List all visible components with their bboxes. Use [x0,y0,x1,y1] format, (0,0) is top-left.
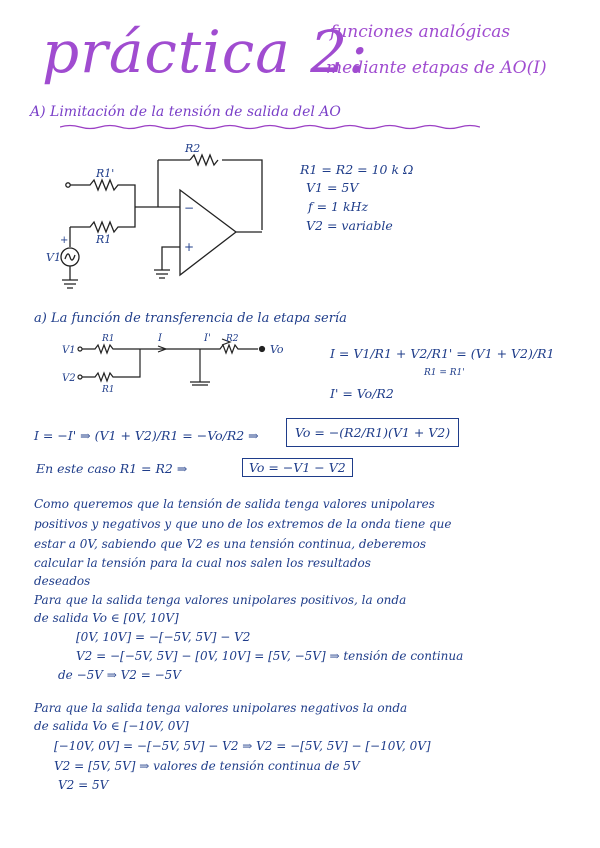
eq-current-i-prime: I' = Vo/R2 [330,386,394,401]
explanation-line-3: estar a 0V, sabiendo que V2 es una tensión continua, deberemos [34,537,427,551]
negative-case-line-5: V2 = 5V [58,778,109,792]
small-v1: V1 [62,345,76,356]
small-r1-bottom: R1 [102,385,115,395]
small-r2: R2 [226,334,239,344]
negative-case-line-4: V2 = [5V, 5V] ⇒ valores de tensión continua de 5V [54,759,360,773]
positive-case-line-5: de −5V ⇒ V2 = −5V [58,668,181,682]
explanation-line-2: positivos y negativos y que uno de los extremos de la onda tiene que [34,517,452,531]
label-v1: V1 [46,251,61,264]
small-r1-top: R1 [102,334,115,344]
eq-balance: I = −I' ⇒ (V1 + V2)/R1 = −Vo/R2 ⇒ [34,428,259,443]
label-r1-prime: R1' [96,167,115,180]
summing-node-circuit [40,330,290,400]
part-a-heading: a) La función de transferencia de la etapa sería [34,311,347,326]
label-r2: R2 [185,142,201,155]
positive-case-line-2: de salida Vo ∈ [0V, 10V] [34,611,179,625]
negative-case-line-3: [−10V, 0V] = −[−5V, 5V] − V2 ⇒ V2 = −[5V, 5V] − [−10V, 0V] [54,739,431,753]
param-resistances: R1 = R2 = 10 k Ω [300,162,414,177]
page-title: práctica 2: [42,18,369,86]
param-v2: V2 = variable [306,218,393,233]
eq-current-note: R1 = R1' [424,368,465,378]
eq-case-prefix: En este caso R1 = R2 ⇒ [36,461,188,476]
explanation-line-4: calcular la tensión para la cual nos salen los resultados [34,556,371,570]
param-v1: V1 = 5V [306,180,359,195]
small-vo: Vo [270,343,284,356]
page-subtitle-line2: mediante etapas de AO(I) [326,58,547,78]
small-i-prime: I' [204,333,211,344]
label-r1: R1 [96,233,112,246]
negative-case-line-2: de salida Vo ∈ [−10V, 0V] [34,719,189,733]
opamp-minus: − [184,201,195,215]
eq-vo-boxed: Vo = −(R2/R1)(V1 + V2) [286,418,459,447]
source-plus: + [60,235,69,246]
negative-case-line-1: Para que la salida tenga valores unipolares negativos la onda [34,701,408,715]
inverting-summer-circuit [40,135,300,295]
small-v2: V2 [62,373,76,384]
eq-case-boxed: Vo = −V1 − V2 [242,458,353,477]
small-i: I [158,333,162,344]
eq-current-i: I = V1/R1 + V2/R1' = (V1 + V2)/R1 [330,346,555,361]
page-subtitle-line1: funciones analógicas [330,22,511,42]
positive-case-line-4: V2 = −[−5V, 5V] − [0V, 10V] = [5V, −5V] ⇒ tensión de continua [76,649,464,663]
positive-case-line-3: [0V, 10V] = −[−5V, 5V] − V2 [76,630,251,644]
section-a-heading: A) Limitación de la tensión de salida del AO [30,104,341,120]
positive-case-line-1: Para que la salida tenga valores unipolares positivos, la onda [34,593,407,607]
explanation-line-1: Como queremos que la tensión de salida tenga valores unipolares [34,497,435,511]
param-frequency: f = 1 kHz [308,199,369,214]
explanation-line-5: deseados [34,574,91,588]
opamp-plus: + [184,240,195,254]
section-a-underline [60,124,480,130]
